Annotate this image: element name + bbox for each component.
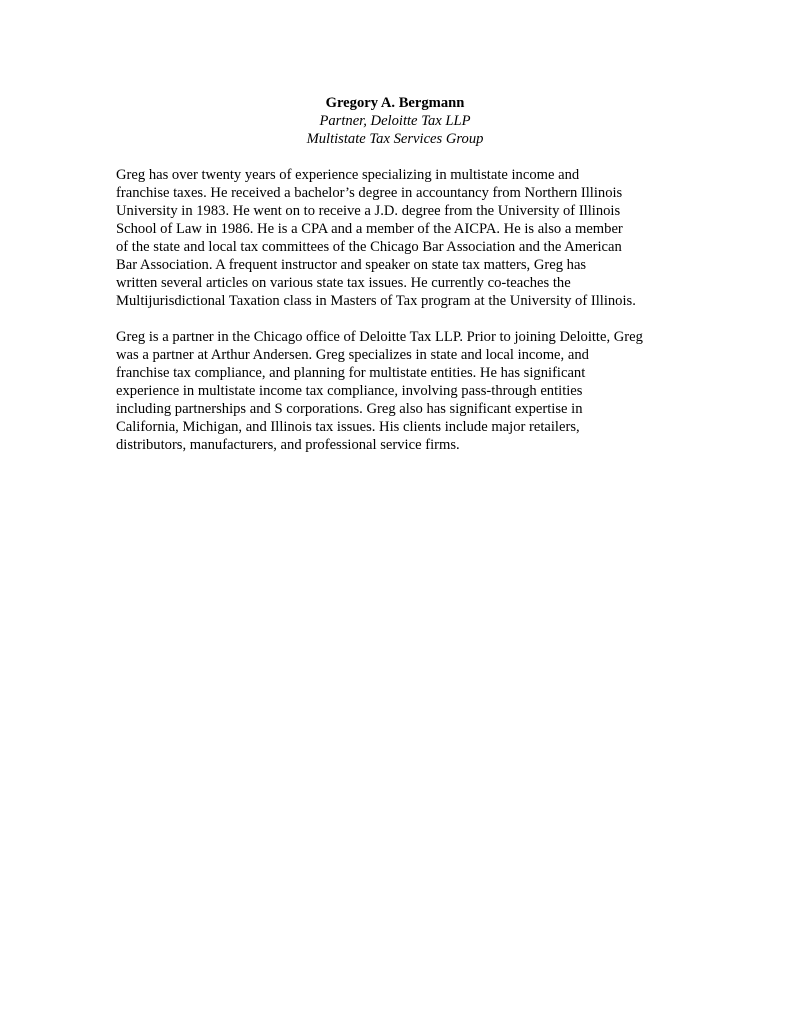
text-line: University in 1983. He went on to receive a J.D. degree from the University of Illinois [116,203,621,219]
text-line: Bar Association. A frequent instructor and speaker on state tax matters, Greg has [116,257,587,273]
bio-paragraph-2 [116,328,696,454]
text-line: written several articles on various state tax issues. He currently co-teaches the [116,275,571,291]
text-line: California, Michigan, and Illinois tax issues. His clients include major retailers, [116,419,580,435]
text-line: Multijurisdictional Taxation class in Masters of Tax program at the University of Illinois. [116,293,636,309]
person-group: Multistate Tax Services Group [306,131,484,147]
document-page [116,94,696,454]
text-line: was a partner at Arthur Andersen. Greg specializes in state and local income, and [116,347,589,363]
text-line: franchise tax compliance, and planning for multistate entities. He has significant [116,365,586,381]
text-line: including partnerships and S corporations. Greg also has significant expertise in [116,401,583,417]
text-line: experience in multistate income tax compliance, involving pass-through entities [116,383,583,399]
text-line: Greg has over twenty years of experience specializing in multistate income and [116,167,580,183]
person-name: Gregory A. Bergmann [325,95,465,111]
document-header [116,94,674,148]
text-line: Greg is a partner in the Chicago office of Deloitte Tax LLP. Prior to joining Deloitte, Greg [116,329,643,345]
text-line: distributors, manufacturers, and professional service firms. [116,437,460,453]
text-line: School of Law in 1986. He is a CPA and a member of the AICPA. He is also a member [116,221,623,237]
person-title: Partner, Deloitte Tax LLP [319,113,471,129]
text-line: of the state and local tax committees of the Chicago Bar Association and the American [116,239,622,255]
bio-paragraph-1 [116,166,696,310]
text-line: franchise taxes. He received a bachelor’s degree in accountancy from Northern Illinois [116,185,623,201]
